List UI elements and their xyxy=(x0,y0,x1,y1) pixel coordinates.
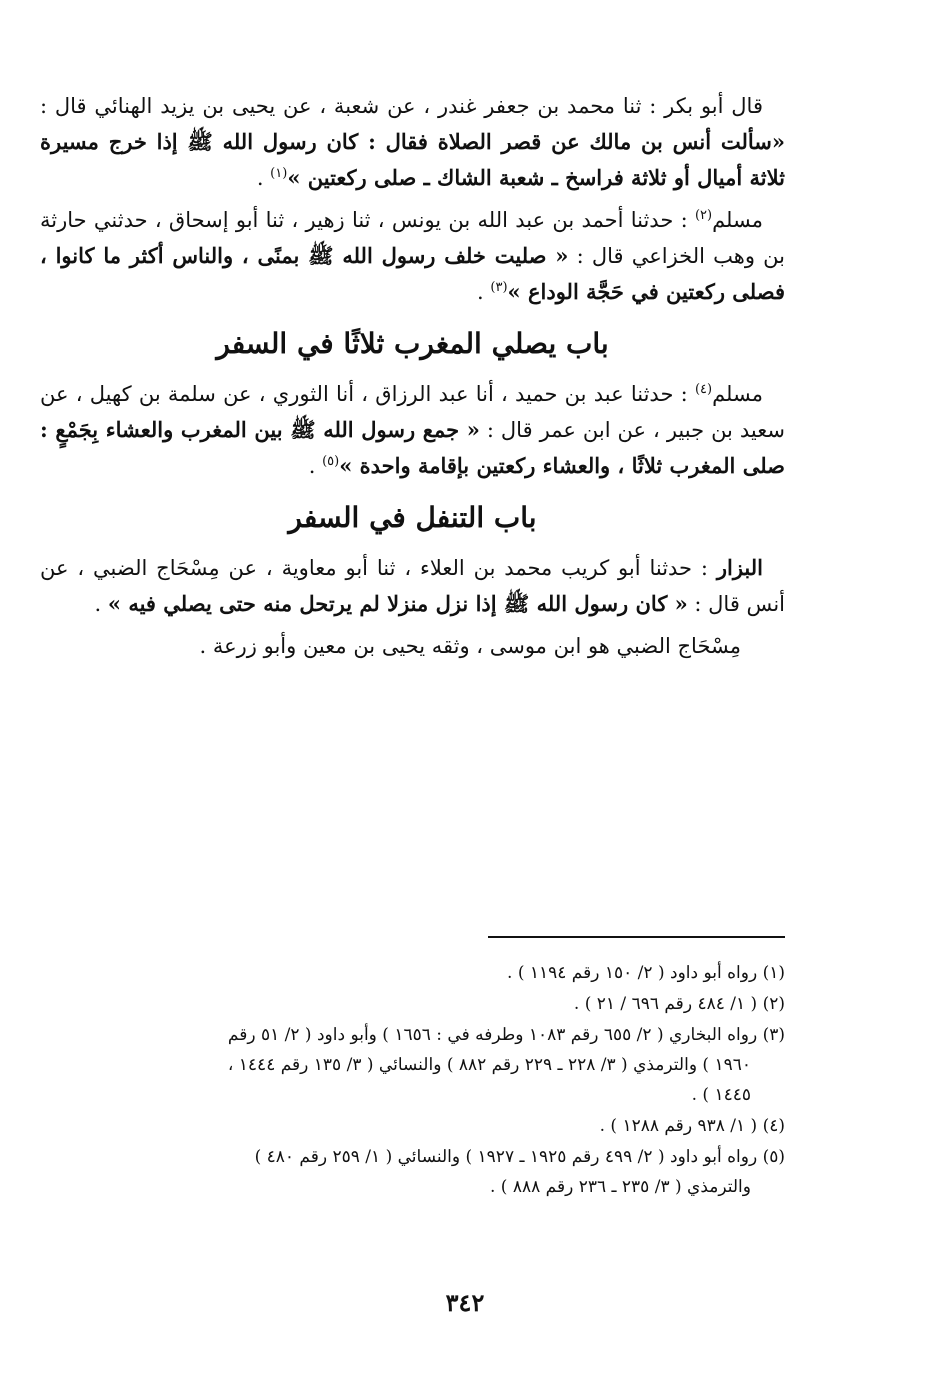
paragraph-2-end: . xyxy=(477,280,491,304)
paragraph-2-text: : حدثنا أحمد بن عبد الله بن يونس ، ثنا زهير ، ثنا أبو إسحاق ، حدثني حارثة بن وهب الخزاعي قال : xyxy=(40,208,785,268)
footnote-2 xyxy=(40,989,785,1019)
footnote-3 xyxy=(40,1020,785,1110)
footnote-number: (٢) xyxy=(762,994,785,1014)
paragraph-3 xyxy=(40,376,785,484)
footnote-1 xyxy=(40,958,785,988)
paragraph-1 xyxy=(40,88,785,196)
paragraph-4-end: . xyxy=(94,592,108,616)
paragraph-4-hadith: « كان رسول الله ﷺ إذا نزل منزلا لم يرتحل منه حتى يصلي فيه » xyxy=(107,591,688,616)
paragraph-2-hadith: « صليت خلف رسول الله ﷺ بمنًى ، والناس أكثر ما كانوا ، فصلى ركعتين في حَجَّة الوداع » xyxy=(40,243,785,304)
paragraph-3-text: : حدثنا عبد بن حميد ، أنا عبد الرزاق ، أنا الثوري ، عن سلمة بن كهيل ، عن سعيد بن جبير ، عن ابن عمر قال : xyxy=(40,382,785,442)
footnote-mark-3: (٣) xyxy=(490,280,508,295)
chapter-heading-maghrib: باب يصلي المغرب ثلاثًا في السفر xyxy=(216,327,609,360)
main-text xyxy=(40,88,785,670)
paragraph-5: مِسْحَاج الضبي هو ابن موسى ، وثقه يحيى بن معين وأبو زرعة . xyxy=(199,634,741,658)
footnote-text: ١٩٦٠ ) والترمذي ( ٣/ ٢٢٨ ـ ٢٢٩ رقم ٨٨٢ ) والنسائي ( ٣/ ١٣٥ رقم ١٤٤٤ ، xyxy=(227,1055,751,1075)
paragraph-1-end: . xyxy=(256,166,271,190)
footnote-text: ( ١/ ٩٣٨ رقم ١٢٨٨ ) . xyxy=(599,1116,758,1136)
chapter-heading-tanaffol: باب التنفل في السفر xyxy=(288,501,537,534)
footnote-mark-1: (١) xyxy=(270,166,288,181)
paragraph-1-intro: قال أبو بكر : ثنا محمد بن جعفر غندر ، عن شعبة ، عن يحيى بن يزيد الهنائي قال : xyxy=(40,94,763,118)
paragraph-2 xyxy=(40,202,785,310)
footnote-text: رواه أبو داود ( ٢/ ١٥٠ رقم ١١٩٤ ) . xyxy=(507,963,758,983)
footnote-text: ١٤٤٥ ) . xyxy=(691,1085,751,1105)
footnotes xyxy=(40,958,785,1203)
footnote-4 xyxy=(40,1111,785,1141)
footnote-5 xyxy=(40,1142,785,1202)
paragraph-1-hadith: «سألت أنس بن مالك عن قصر الصلاة فقال : كان رسول الله ﷺ إذا خرج مسيرة ثلاثة أميال أو ثلاثة فراسخ ـ شعبة الشاك ـ صلى ركعتين » xyxy=(40,129,785,190)
paragraph-4-text: : حدثنا أبو كريب محمد بن العلاء ، ثنا أبو معاوية ، عن مِسْحَاج الضبي ، عن أنس قال : xyxy=(40,556,785,616)
footnote-mark-2: (٢) xyxy=(694,208,713,223)
paragraph-4 xyxy=(40,550,785,622)
paragraph-2-source: مسلم xyxy=(712,208,763,232)
footnote-separator xyxy=(488,936,785,938)
paragraph-3-hadith: « جمع رسول الله ﷺ بين المغرب والعشاء بِجَمْعٍ : صلى المغرب ثلاثًا ، والعشاء ركعتين بإقامة واحدة » xyxy=(40,417,785,478)
footnote-text: رواه البخاري ( ٢/ ٦٥٥ رقم ١٠٨٣ وطرفه في : ١٦٥٦ ) وأبو داود ( ٢/ ٥١ رقم xyxy=(227,1025,758,1045)
footnote-mark-4: (٤) xyxy=(694,382,713,397)
footnote-text: ( ١/ ٤٨٤ رقم ٦٩٦ / ٢١ ) . xyxy=(573,994,758,1014)
paragraph-3-source: مسلم xyxy=(712,382,763,406)
footnote-text: والترمذي ( ٣/ ٢٣٥ ـ ٢٣٦ رقم ٨٨٨ ) . xyxy=(489,1177,751,1197)
footnote-mark-5: (٥) xyxy=(322,454,340,469)
paragraph-4-source: البزار xyxy=(716,555,763,580)
paragraph-3-end: . xyxy=(308,454,323,478)
footnote-number: (١) xyxy=(762,963,785,983)
page-number: ٣٤٢ xyxy=(445,1288,485,1317)
footnote-text: رواه أبو داود ( ٢/ ٤٩٩ رقم ١٩٢٥ ـ ١٩٢٧ ) والنسائي ( ١/ ٢٥٩ رقم ٤٨٠ ) xyxy=(254,1147,758,1167)
footnote-number: (٥) xyxy=(762,1147,785,1167)
footnote-number: (٣) xyxy=(762,1025,785,1045)
footnote-number: (٤) xyxy=(762,1116,785,1136)
